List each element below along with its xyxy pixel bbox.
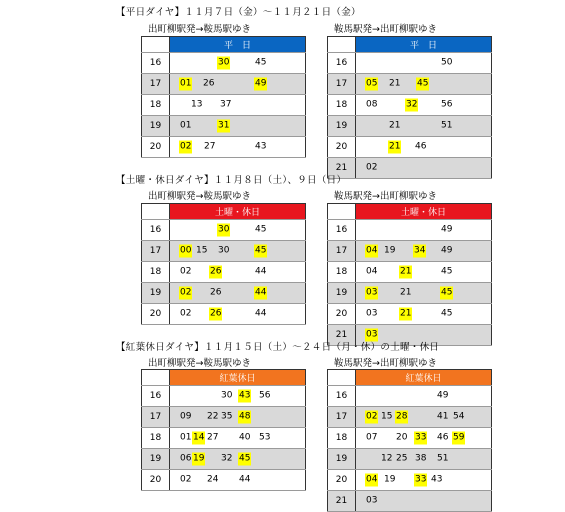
departure-minute-highlighted: 02 xyxy=(180,141,192,152)
departure-minute-highlighted: 21 xyxy=(400,308,412,319)
header-blank-cell xyxy=(328,204,356,220)
timetable-row xyxy=(328,241,492,262)
header-blank-cell xyxy=(142,204,170,220)
hour-cell: 17 xyxy=(142,241,170,262)
hour-cell: 21 xyxy=(328,491,356,512)
timetable-header: 土曜・休日 xyxy=(356,204,492,220)
departure-minute: 56 xyxy=(441,99,453,110)
departure-minute-highlighted: 45 xyxy=(417,78,429,89)
timetable xyxy=(327,36,492,179)
minutes-cell xyxy=(170,241,306,262)
departure-minute: 37 xyxy=(220,99,232,110)
departure-minute-highlighted: 01 xyxy=(180,78,192,89)
departure-minute-highlighted: 14 xyxy=(193,432,205,443)
departure-minute: 46 xyxy=(437,432,449,443)
departure-minute: 19 xyxy=(384,245,396,256)
hour-cell: 20 xyxy=(142,470,170,491)
timetable xyxy=(141,203,306,325)
departure-minute: 53 xyxy=(259,432,271,443)
minutes-cell xyxy=(170,449,306,470)
departure-minute-highlighted: 26 xyxy=(210,308,222,319)
timetable-header: 平 日 xyxy=(170,37,306,53)
timetable-row xyxy=(142,283,306,304)
minutes-cell xyxy=(170,95,306,116)
minutes-cell xyxy=(356,241,492,262)
hour-cell: 19 xyxy=(328,449,356,470)
departure-minute: 19 xyxy=(384,474,396,485)
departure-minute: 02 xyxy=(366,162,378,173)
timetable-row xyxy=(142,137,306,158)
departure-minute-highlighted: 45 xyxy=(255,245,267,256)
timetable-row xyxy=(142,220,306,241)
departure-minute-highlighted: 49 xyxy=(255,78,267,89)
departure-minute-highlighted: 48 xyxy=(239,411,251,422)
departure-minute-highlighted: 31 xyxy=(218,120,230,131)
timetable xyxy=(327,369,492,512)
departure-minute: 45 xyxy=(441,308,453,319)
timetable-row xyxy=(142,95,306,116)
departure-minute-highlighted: 19 xyxy=(193,453,205,464)
timetable-row xyxy=(142,53,306,74)
hour-cell: 18 xyxy=(328,95,356,116)
departure-minute: 51 xyxy=(441,120,453,131)
minutes-cell xyxy=(170,262,306,283)
timetable-row xyxy=(142,428,306,449)
hour-cell: 16 xyxy=(328,220,356,241)
minutes-cell xyxy=(170,74,306,95)
minutes-cell xyxy=(356,386,492,407)
hour-cell: 20 xyxy=(328,137,356,158)
header-blank-cell xyxy=(142,370,170,386)
minutes-cell xyxy=(170,283,306,304)
departure-minute-highlighted: 03 xyxy=(366,287,378,298)
section-title-autumn: 【紅葉休日ダイヤ】１１月１５日（土）～２４日（月・休）の土曜・休日 xyxy=(116,342,440,353)
departure-minute: 32 xyxy=(221,453,233,464)
timetable-row xyxy=(328,449,492,470)
hour-cell: 19 xyxy=(142,116,170,137)
departure-minute-highlighted: 05 xyxy=(366,78,378,89)
minutes-cell xyxy=(356,137,492,158)
timetable xyxy=(327,203,492,346)
departure-minute-highlighted: 44 xyxy=(255,287,267,298)
timetable-row xyxy=(328,116,492,137)
departure-minute-highlighted: 45 xyxy=(441,287,453,298)
timetable-row xyxy=(328,491,492,512)
timetable-header: 平 日 xyxy=(356,37,492,53)
departure-minute: 08 xyxy=(366,99,378,110)
minutes-cell xyxy=(356,262,492,283)
departure-minute: 02 xyxy=(180,474,192,485)
minutes-cell xyxy=(356,283,492,304)
departure-minute: 04 xyxy=(366,266,378,277)
departure-minute-highlighted: 32 xyxy=(406,99,418,110)
departure-minute: 27 xyxy=(207,432,219,443)
hour-cell: 16 xyxy=(328,386,356,407)
timetable-row xyxy=(328,95,492,116)
timetable-row xyxy=(328,74,492,95)
departure-minute: 03 xyxy=(366,495,378,506)
minutes-cell xyxy=(356,158,492,179)
departure-minute-highlighted: 02 xyxy=(366,411,378,422)
timetable-row xyxy=(328,428,492,449)
minutes-cell xyxy=(170,428,306,449)
timetable-row xyxy=(328,53,492,74)
timetable-row xyxy=(328,470,492,491)
hour-cell: 18 xyxy=(328,262,356,283)
departure-minute: 21 xyxy=(389,120,401,131)
departure-minute-highlighted: 34 xyxy=(414,245,426,256)
minutes-cell xyxy=(170,220,306,241)
timetable-row xyxy=(328,386,492,407)
timetable-row xyxy=(328,407,492,428)
departure-minute-highlighted: 59 xyxy=(453,432,465,443)
departure-minute-highlighted: 33 xyxy=(415,474,427,485)
hour-cell: 19 xyxy=(328,116,356,137)
departure-minute: 12 xyxy=(381,453,393,464)
minutes-cell xyxy=(356,470,492,491)
minutes-cell xyxy=(170,470,306,491)
departure-minute: 09 xyxy=(180,411,192,422)
timetable-header: 土曜・休日 xyxy=(170,204,306,220)
hour-cell: 20 xyxy=(328,470,356,491)
departure-minute: 15 xyxy=(196,245,208,256)
departure-minute-highlighted: 21 xyxy=(389,141,401,152)
caption-kurama-to-demachiyanagi: 鞍馬駅発→出町柳駅ゆき xyxy=(334,24,437,35)
departure-minute: 26 xyxy=(210,287,222,298)
departure-minute: 45 xyxy=(255,224,267,235)
hour-cell: 18 xyxy=(142,95,170,116)
timetable-row xyxy=(142,470,306,491)
section-title-weekday: 【平日ダイヤ】１１月７日（金）～１１月２１日（金） xyxy=(116,7,361,18)
hour-cell: 18 xyxy=(142,428,170,449)
minutes-cell xyxy=(356,407,492,428)
departure-minute: 13 xyxy=(191,99,203,110)
departure-minute: 49 xyxy=(441,224,453,235)
hour-cell: 20 xyxy=(328,304,356,325)
departure-minute: 54 xyxy=(453,411,465,422)
departure-minute: 01 xyxy=(180,120,192,131)
departure-minute-highlighted: 04 xyxy=(366,474,378,485)
departure-minute: 01 xyxy=(180,432,192,443)
timetable-row xyxy=(142,116,306,137)
departure-minute: 02 xyxy=(180,266,192,277)
timetable-row xyxy=(328,220,492,241)
caption-demachiyanagi-to-kurama: 出町柳駅発→鞍馬駅ゆき xyxy=(148,358,251,369)
minutes-cell xyxy=(170,116,306,137)
departure-minute: 41 xyxy=(437,411,449,422)
caption-demachiyanagi-to-kurama: 出町柳駅発→鞍馬駅ゆき xyxy=(148,24,251,35)
departure-minute: 21 xyxy=(400,287,412,298)
departure-minute: 44 xyxy=(239,474,251,485)
timetable-row xyxy=(142,449,306,470)
hour-cell: 19 xyxy=(142,449,170,470)
hour-cell: 20 xyxy=(142,304,170,325)
header-blank-cell xyxy=(328,370,356,386)
departure-minute: 07 xyxy=(366,432,378,443)
departure-minute: 44 xyxy=(255,308,267,319)
timetable-row xyxy=(328,283,492,304)
minutes-cell xyxy=(356,53,492,74)
departure-minute: 49 xyxy=(441,245,453,256)
timetable-header: 紅葉休日 xyxy=(356,370,492,386)
hour-cell: 17 xyxy=(328,407,356,428)
hour-cell: 17 xyxy=(328,241,356,262)
hour-cell: 16 xyxy=(142,220,170,241)
departure-minute: 45 xyxy=(255,57,267,68)
timetable-row xyxy=(328,137,492,158)
departure-minute-highlighted: 00 xyxy=(180,245,192,256)
hour-cell: 19 xyxy=(328,283,356,304)
section-title-holiday: 【土曜・休日ダイヤ】１１月８日（土）、９日（日） xyxy=(116,175,347,186)
minutes-cell xyxy=(356,491,492,512)
departure-minute: 43 xyxy=(431,474,443,485)
hour-cell: 16 xyxy=(328,53,356,74)
header-blank-cell xyxy=(142,37,170,53)
departure-minute-highlighted: 04 xyxy=(366,245,378,256)
timetable-row xyxy=(328,262,492,283)
timetable-row xyxy=(142,407,306,428)
hour-cell: 17 xyxy=(142,407,170,428)
departure-minute: 06 xyxy=(180,453,192,464)
hour-cell: 17 xyxy=(328,74,356,95)
departure-minute-highlighted: 02 xyxy=(180,287,192,298)
departure-minute-highlighted: 33 xyxy=(415,432,427,443)
departure-minute: 44 xyxy=(255,266,267,277)
hour-cell: 20 xyxy=(142,137,170,158)
departure-minute-highlighted: 26 xyxy=(210,266,222,277)
minutes-cell xyxy=(356,449,492,470)
minutes-cell xyxy=(356,116,492,137)
minutes-cell xyxy=(170,407,306,428)
departure-minute: 22 xyxy=(207,411,219,422)
minutes-cell xyxy=(170,137,306,158)
minutes-cell xyxy=(356,220,492,241)
departure-minute: 35 xyxy=(221,411,233,422)
minutes-cell xyxy=(356,95,492,116)
minutes-cell xyxy=(170,53,306,74)
departure-minute-highlighted: 03 xyxy=(366,329,378,340)
departure-minute: 25 xyxy=(396,453,408,464)
departure-minute: 56 xyxy=(259,390,271,401)
departure-minute-highlighted: 43 xyxy=(239,390,251,401)
departure-minute: 43 xyxy=(255,141,267,152)
caption-demachiyanagi-to-kurama: 出町柳駅発→鞍馬駅ゆき xyxy=(148,191,251,202)
caption-kurama-to-demachiyanagi: 鞍馬駅発→出町柳駅ゆき xyxy=(334,358,437,369)
minutes-cell xyxy=(170,386,306,407)
timetable xyxy=(141,369,306,491)
timetable-header: 紅葉休日 xyxy=(170,370,306,386)
header-blank-cell xyxy=(328,37,356,53)
timetable-row xyxy=(328,304,492,325)
hour-cell: 16 xyxy=(142,386,170,407)
hour-cell: 17 xyxy=(142,74,170,95)
caption-kurama-to-demachiyanagi: 鞍馬駅発→出町柳駅ゆき xyxy=(334,191,437,202)
timetable-row xyxy=(328,158,492,179)
departure-minute: 24 xyxy=(207,474,219,485)
timetable-row xyxy=(142,262,306,283)
timetable-row xyxy=(142,241,306,262)
timetable-row xyxy=(142,304,306,325)
departure-minute: 40 xyxy=(239,432,251,443)
departure-minute: 45 xyxy=(441,266,453,277)
minutes-cell xyxy=(170,304,306,325)
departure-minute: 27 xyxy=(204,141,216,152)
departure-minute: 51 xyxy=(437,453,449,464)
departure-minute: 38 xyxy=(415,453,427,464)
timetable-row xyxy=(142,386,306,407)
hour-cell: 19 xyxy=(142,283,170,304)
departure-minute-highlighted: 30 xyxy=(218,57,230,68)
departure-minute: 15 xyxy=(381,411,393,422)
hour-cell: 18 xyxy=(328,428,356,449)
minutes-cell xyxy=(356,428,492,449)
departure-minute: 30 xyxy=(221,390,233,401)
departure-minute-highlighted: 28 xyxy=(396,411,408,422)
departure-minute: 03 xyxy=(366,308,378,319)
hour-cell: 21 xyxy=(328,158,356,179)
departure-minute: 21 xyxy=(389,78,401,89)
departure-minute: 20 xyxy=(396,432,408,443)
departure-minute-highlighted: 21 xyxy=(400,266,412,277)
departure-minute: 50 xyxy=(441,57,453,68)
departure-minute: 49 xyxy=(437,390,449,401)
departure-minute-highlighted: 45 xyxy=(239,453,251,464)
departure-minute: 46 xyxy=(415,141,427,152)
departure-minute-highlighted: 30 xyxy=(218,224,230,235)
hour-cell: 16 xyxy=(142,53,170,74)
departure-minute: 26 xyxy=(203,78,215,89)
minutes-cell xyxy=(356,304,492,325)
timetable-row xyxy=(142,74,306,95)
hour-cell: 21 xyxy=(328,325,356,346)
departure-minute: 30 xyxy=(218,245,230,256)
hour-cell: 18 xyxy=(142,262,170,283)
timetable xyxy=(141,36,306,158)
departure-minute: 02 xyxy=(180,308,192,319)
minutes-cell xyxy=(356,74,492,95)
